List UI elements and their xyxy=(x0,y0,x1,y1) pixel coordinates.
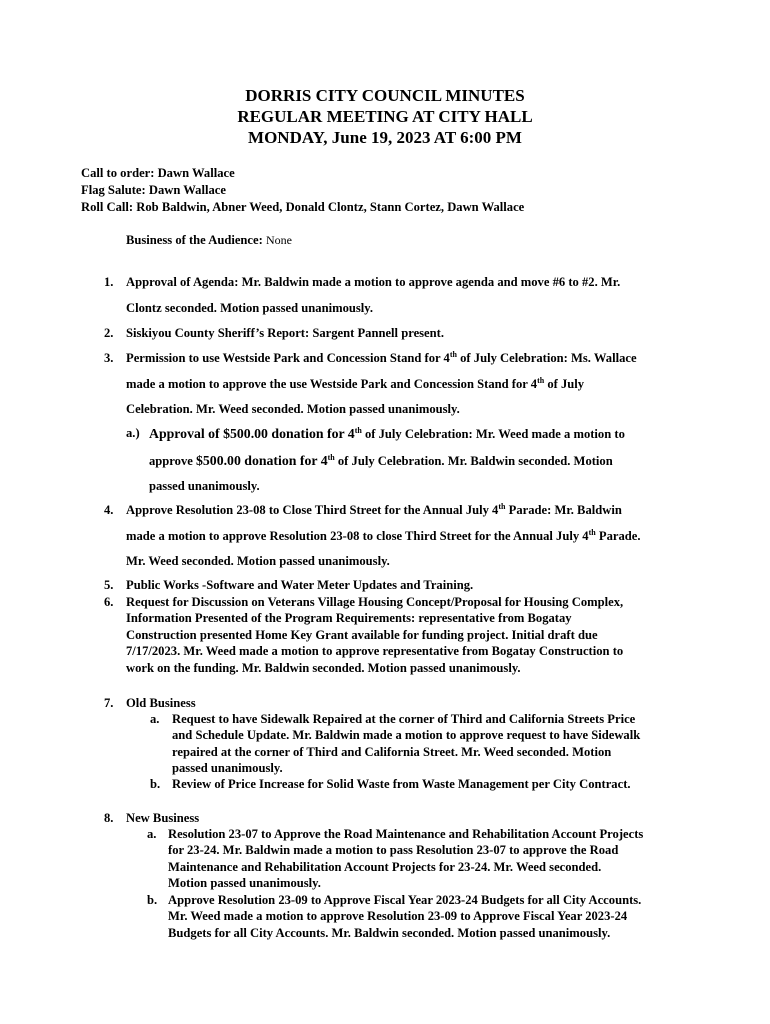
item-line: Request to have Sidewalk Repaired at the corner of Third and California Streets Price xyxy=(172,712,636,726)
sub-item-letter: a.) xyxy=(126,426,140,440)
meeting-type: REGULAR MEETING AT CITY HALL xyxy=(237,107,533,126)
item-line: Permission to use Westside Park and Concession Stand for 4th of July Celebration: Ms. Wallace xyxy=(126,350,637,365)
item-line: made a motion to approve Resolution 23-08 to close Third Street for the Annual July 4th Parade. xyxy=(126,527,641,543)
section-heading: New Business xyxy=(126,811,200,825)
item-line: Mr. Weed seconded. Motion passed unanimously. xyxy=(126,554,390,568)
item-line: Approve Resolution 23-09 to Approve Fiscal Year 2023-24 Budgets for all City Accounts. xyxy=(168,893,642,907)
item-line: Approval of $500.00 donation for 4th of July Celebration: Mr. Weed made a motion to xyxy=(149,426,625,441)
flag-salute: Flag Salute: Dawn Wallace xyxy=(81,183,226,197)
item-line: Mr. Weed made a motion to approve Resolution 23-09 to Approve Fiscal Year 2023-24 xyxy=(168,909,628,924)
sub-item-letter: b. xyxy=(147,893,158,907)
item-line: Information Presented of the Program Requirements: representative from Bogatay xyxy=(126,611,572,626)
item-number: 6. xyxy=(104,595,114,609)
audience-value: None xyxy=(265,233,292,247)
item-line: Construction presented Home Key Grant available for funding project. Initial draft due xyxy=(126,627,598,642)
item-line: work on the funding. Mr. Baldwin seconded. Motion passed unanimously. xyxy=(126,660,521,675)
item-line: for 23-24. Mr. Baldwin made a motion to pass Resolution 23-07 to approve the Road xyxy=(168,843,619,858)
item-line: Siskiyou County Sheriff’s Report: Sargent Pannell present. xyxy=(126,326,444,340)
item-line: repaired at the corner of Third and California Street. Mr. Weed seconded. Motion xyxy=(172,744,612,759)
item-line: passed unanimously. xyxy=(149,479,260,493)
item-line: Request for Discussion on Veterans Village Housing Concept/Proposal for Housing Complex, xyxy=(126,595,624,609)
item-number: 3. xyxy=(104,351,114,365)
item-line: Clontz seconded. Motion passed unanimously. xyxy=(126,300,374,315)
item-line: Review of Price Increase for Solid Waste from Waste Management per City Contract. xyxy=(172,777,631,791)
item-line: Maintenance and Rehabilitation Account Projects for 23-24. Mr. Weed seconded. xyxy=(168,859,602,874)
item-line: Budgets for all City Accounts. Mr. Baldwin seconded. Motion passed unanimously. xyxy=(168,925,611,940)
item-line: approve $500.00 donation for 4th of July Celebration. Mr. Baldwin seconded. Motion xyxy=(149,452,613,468)
sub-item-letter: a. xyxy=(147,827,157,841)
sub-item-letter: b. xyxy=(150,777,161,791)
section-heading: Old Business xyxy=(126,696,196,710)
item-line: Public Works -Software and Water Meter Updates and Training. xyxy=(126,578,474,592)
item-line: Motion passed unanimously. xyxy=(168,876,321,891)
item-line: Approval of Agenda: Mr. Baldwin made a motion to approve agenda and move #6 to #2. Mr. xyxy=(126,275,621,289)
audience-label: Business of the Audience: xyxy=(126,233,266,247)
item-number: 7. xyxy=(104,696,114,710)
document-title: DORRIS CITY COUNCIL MINUTES xyxy=(245,86,525,105)
roll-call: Roll Call: Rob Baldwin, Abner Weed, Donald Clontz, Stann Cortez, Dawn Wallace xyxy=(81,200,525,214)
item-number: 8. xyxy=(104,811,114,825)
item-number: 5. xyxy=(104,578,114,592)
call-to-order: Call to order: Dawn Wallace xyxy=(81,166,235,180)
item-line: passed unanimously. xyxy=(172,761,283,776)
item-line: Resolution 23-07 to Approve the Road Maintenance and Rehabilitation Account Projects xyxy=(168,827,644,841)
item-line: Celebration. Mr. Weed seconded. Motion passed unanimously. xyxy=(126,402,460,416)
meeting-date: MONDAY, June 19, 2023 AT 6:00 PM xyxy=(248,128,522,147)
item-line: Approve Resolution 23-08 to Close Third Street for the Annual July 4th Parade: Mr. Baldwin xyxy=(126,502,622,517)
item-line: and Schedule Update. Mr. Baldwin made a motion to approve request to have Sidewalk xyxy=(172,728,641,743)
item-number: 1. xyxy=(104,275,114,289)
sub-item-letter: a. xyxy=(150,712,160,726)
item-number: 4. xyxy=(104,503,114,517)
business-of-audience xyxy=(126,232,292,249)
item-number: 2. xyxy=(104,326,114,340)
item-line: 7/17/2023. Mr. Weed made a motion to approve representative from Bogatay Construction to xyxy=(126,644,624,659)
item-line: made a motion to approve the use Westside Park and Concession Stand for 4th of July xyxy=(126,375,585,391)
